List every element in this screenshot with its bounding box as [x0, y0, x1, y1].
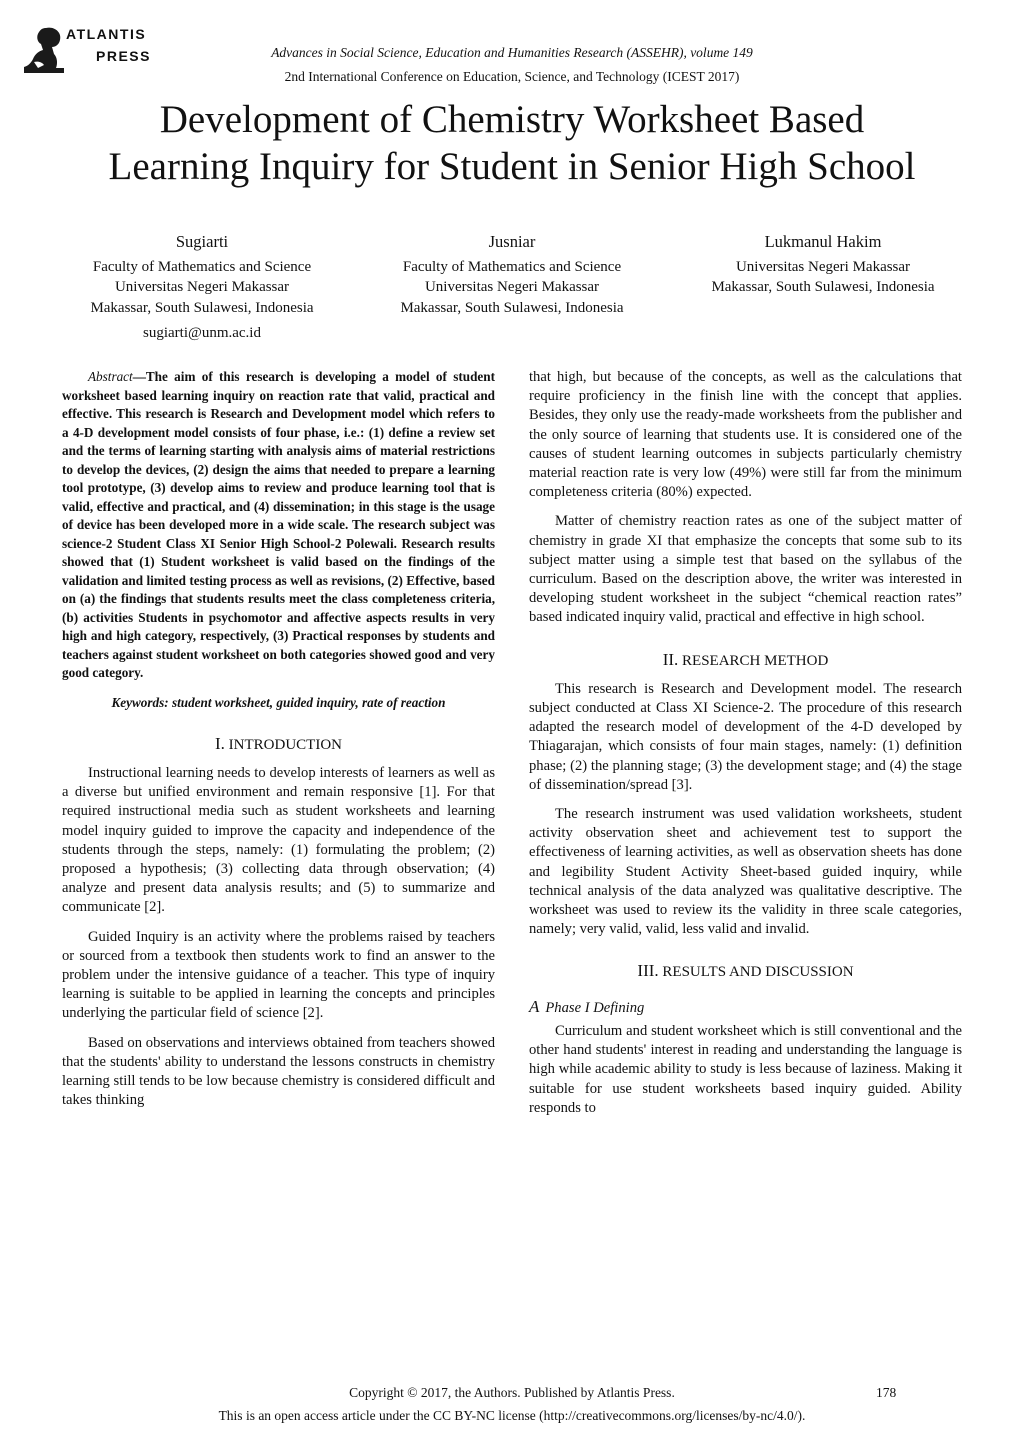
conference-line: 2nd International Conference on Education, Science, and Technology (ICEST 2017): [284, 69, 740, 84]
paragraph: Instructional learning needs to develop interests of learners as well as a diverse but unified environment and remain responsive [1]. For that required instructional media such as student worksheets and learning model inquiry guided to improve the capacity and independence of the students through the steps, namely: (1) formulating the problem; (2) proposed a hypothesis; (3) collecting data through observation; (4) analyze and present data analysis results; and (5) to summarize and communicate [2].: [62, 764, 495, 916]
author-location: Makassar, South Sulawesi, Indonesia: [711, 279, 935, 295]
section-heading-research-method: [529, 650, 962, 671]
author-location: Makassar, South Sulawesi, Indonesia: [90, 299, 314, 316]
copyright-notice: Copyright © 2017, the Authors. Published by Atlantis Press.: [349, 1385, 675, 1400]
paragraph: Guided Inquiry is an activity where the problems raised by teachers or sourced from a textbook then students work to find an answer to the problem under the intensive guidance of a teacher. This type of inquiry learning is suitable to be applied in learning the concepts and principles underlying the particular field of science [2].: [62, 928, 495, 1022]
author-affiliation: Faculty of Mathematics and Science: [92, 258, 312, 275]
author-affiliation: Universitas Negeri Makassar: [424, 279, 600, 295]
section-number: III.: [637, 961, 659, 981]
paragraph: that high, but because of the concepts, as well as the calculations that require proficiency in the finish line with the concept that applies. Besides, they only use the ready-made worksheets from the publisher and the only source of learning that students use. It is considered one of the causes of student learning outcomes in subjects particularly chemistry material reaction rate is very low (49%) were still far from the minimum completeness criteria (80%) expected.: [529, 369, 962, 501]
page-number: 178: [876, 1385, 897, 1400]
abstract-text: The aim of this research is developing a model of student worksheet based learning inquiry on reaction rate that valid, practical and effective. This research is Research and Development model which refers to a 4-D development model consists of four phase, i.e.: (1) define a review set and the terms of learning starting with analysis aims of material restrictions to develop the devices, (2) design the aims that needed to prepare a learning tool prototype, (3) develop aims to review and produce learning tool that is valid, effective and practical, and (4) dissemination; in this stage is the usage of device has been developed more in a wide scale. The research subject was science-2 Student Class XI Senior High School-2 Polewali. Research results showed that (1) Student worksheet is valid based on the findings of the validation and limited testing process as well as revisions, (2) Effective, based on (a) the findings that students results meet the class completeness criteria, (b) activities Students in psychomotor and affective aspects results in very high and high category, respectively, (3) Practical responses by students and teachers against student worksheet on both categories showed good and very good category.: [62, 369, 495, 680]
author-block-2: [352, 232, 672, 318]
section-heading-introduction: [62, 734, 495, 755]
paragraph: Curriculum and student worksheet which is still conventional and the other hand students' interest in reading and understanding the language is high while academic ability to study is less because of laziness. Making it suitable for use student worksheets based inquiry guided. Ability responds to: [529, 1022, 962, 1116]
author-name: Jusniar: [488, 232, 536, 251]
author-affiliation: Universitas Negeri Makassar: [735, 258, 911, 275]
keywords: Keywords: student worksheet, guided inquiry, rate of reaction: [111, 694, 446, 710]
paper-title-line-2: Learning Inquiry for Student in Senior High School: [108, 145, 916, 188]
abstract-dash: —: [132, 369, 146, 384]
section-title: INTRODUCTION: [228, 736, 342, 753]
section-heading-results: [529, 961, 962, 982]
section-number: I.: [215, 733, 225, 753]
paragraph: Matter of chemistry reaction rates as one of the subject matter of chemistry in grade XI that emphasize the concepts that some sub to its subject matter using a simple test that based on the syllabus of the curriculum. Based on the description above, the writer was interested in developing student worksheet in the subject “chemical reaction rates” based indicated inquiry valid, practical and effective in high school.: [529, 513, 962, 626]
journal-line: Advances in Social Science, Education and Humanities Research (ASSEHR), volume 149: [271, 45, 753, 60]
author-email: sugiarti@unm.ac.id: [143, 325, 261, 341]
abstract-label: Abstract: [88, 369, 133, 384]
author-block-1: [42, 232, 362, 344]
logo-word-press: PRESS: [96, 48, 151, 64]
section-title: RESEARCH METHOD: [682, 652, 829, 669]
subsection-title: Phase I Defining: [545, 999, 645, 1016]
subsection-letter: A: [529, 996, 540, 1016]
subsection-heading: [529, 997, 962, 1018]
section-title: RESULTS AND DISCUSSION: [662, 964, 854, 981]
logo-word-atlantis: ATLANTIS: [66, 26, 147, 42]
paragraph: The research instrument was used validation worksheets, student activity observation sheet and achievement test to support the effectiveness of learning activities, as well as observation sheets has done and legibility Student Activity Sheet-based guided inquiry, while technical analysis of the data analyzed was qualitative descriptive. The worksheet was used to review its the validity in three scale categories, namely; very valid, valid, less valid and invalid.: [529, 806, 962, 938]
abstract: [62, 368, 495, 683]
author-name: Sugiarti: [175, 232, 229, 251]
left-column: [62, 368, 495, 1120]
author-location: Makassar, South Sulawesi, Indonesia: [400, 299, 624, 316]
right-column: [529, 368, 962, 1128]
paragraph: This research is Research and Development model. The research subject conducted at Class XI Science-2. The procedure of this research adapted the research model of development of the 4-D developed by Thiagarajan, which consists of four main stages, namely: (1) definition phase; (2) the planning stage; (3) the development stage; and (4) the stage of dissemination/spread [3].: [529, 680, 962, 793]
author-affiliation: Universitas Negeri Makassar: [114, 279, 290, 295]
license-notice: This is an open access article under the CC BY-NC license (http://creativecommons.org/licenses/by-nc/4.0/).: [218, 1408, 806, 1423]
paper-title-line-1: Development of Chemistry Worksheet Based: [159, 98, 865, 141]
paper-title: [40, 96, 984, 190]
author-name: Lukmanul Hakim: [764, 232, 882, 251]
author-block-3: [663, 232, 983, 298]
paragraph: Based on observations and interviews obtained from teachers showed that the students' ability to understand the lessons constructs in chemistry learning still tends to be low because chemistry is considered difficult and takes thinking: [62, 1034, 495, 1109]
author-affiliation: Faculty of Mathematics and Science: [402, 258, 622, 275]
section-number: II.: [662, 649, 679, 669]
